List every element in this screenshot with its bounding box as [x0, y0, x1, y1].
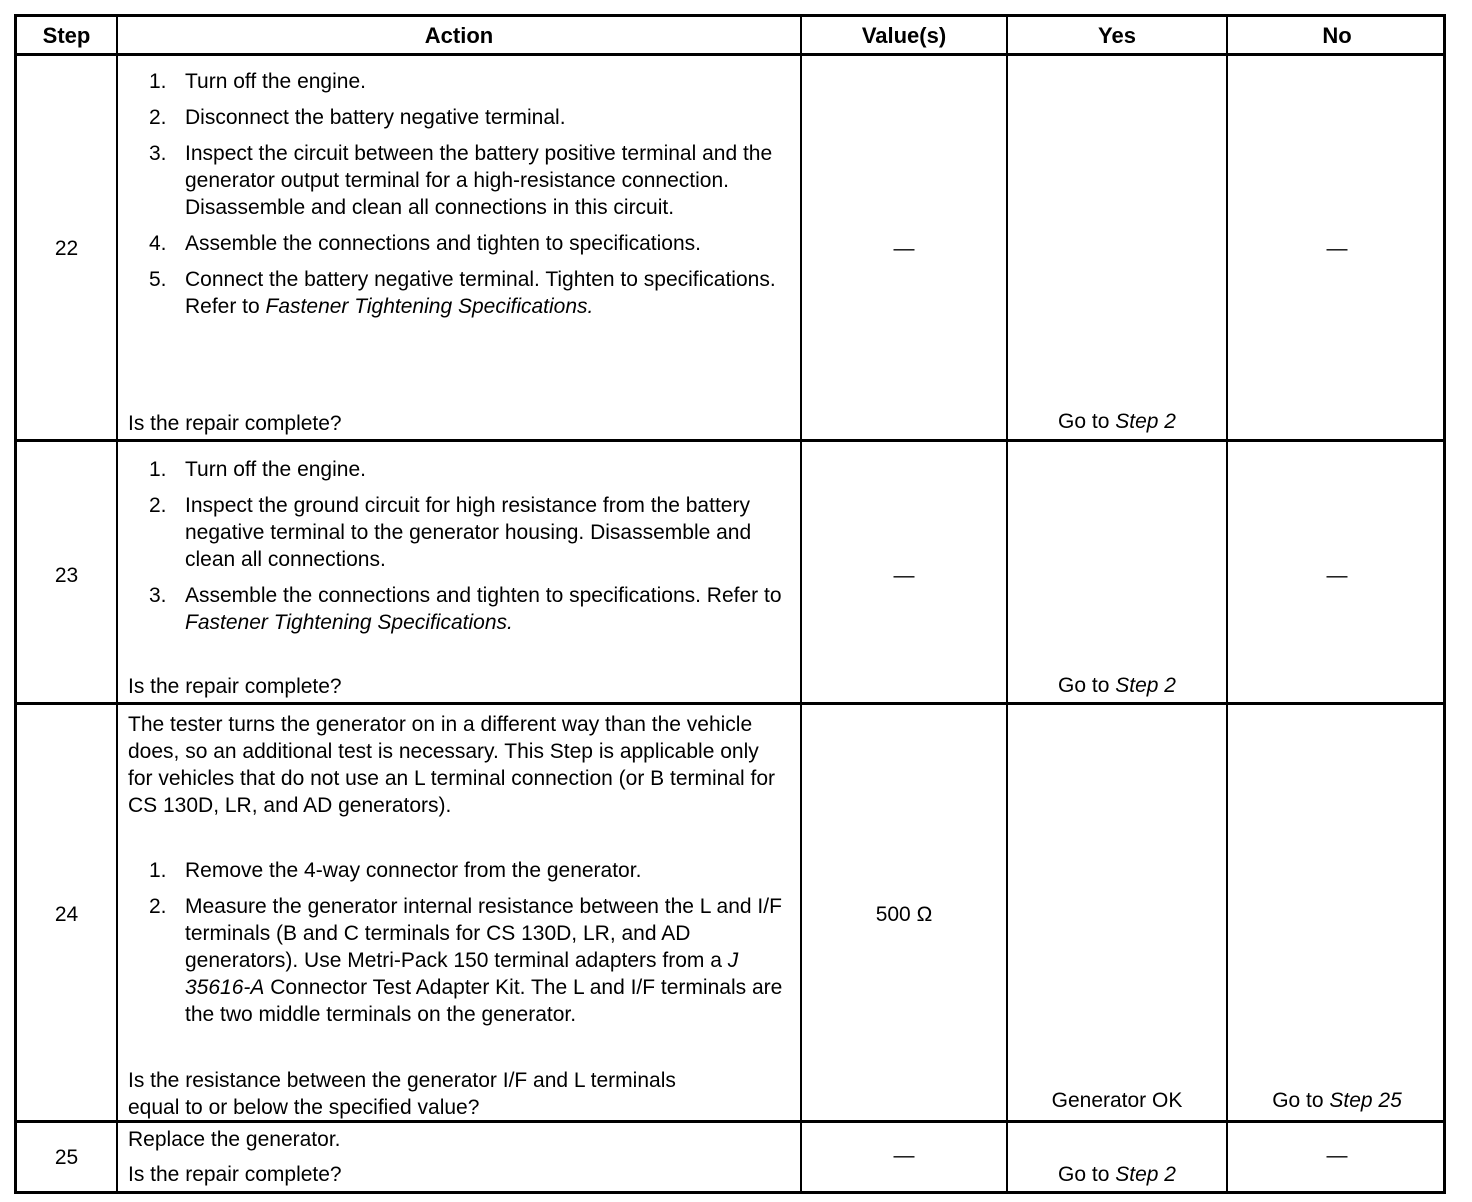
header-yes: Yes	[1098, 23, 1136, 48]
value-cell: 500 Ω	[875, 903, 933, 926]
step-number: 22	[54, 237, 79, 260]
list-item: 5. Connect the battery negative terminal. Tighten to specifications. Refer to Fastener Tightening Specifications.	[149, 268, 776, 318]
header-values: Value(s)	[861, 23, 947, 48]
action-list	[128, 857, 788, 1037]
action-cell	[118, 56, 800, 439]
step-number: 24	[54, 903, 79, 926]
action-cell	[118, 705, 800, 1120]
yes-cell: Go to Step 2	[1058, 410, 1176, 433]
header-step: Step	[42, 23, 91, 48]
yes-cell: Generator OK	[1051, 1089, 1183, 1112]
yes-cell: Go to Step 2	[1058, 1163, 1176, 1186]
list-item: 2. Measure the generator internal resistance between the L and I/F terminals (B and C terminals for CS 130D, LR, and AD generators). Use Metri-Pack 150 terminal adapters from a J 35616-A Connector Test Adapter Kit. The L and I/F terminals are the two middle terminals on the generator.	[149, 895, 783, 1026]
list-item: 2. Disconnect the battery negative terminal.	[149, 106, 566, 129]
list-item: 1. Turn off the engine.	[149, 458, 366, 481]
list-item: 1. Turn off the engine.	[149, 70, 366, 93]
no-cell: Go to Step 25	[1272, 1089, 1402, 1112]
reference-link: Step 25	[1329, 1089, 1402, 1112]
header-no: No	[1322, 23, 1352, 48]
header-action: Action	[424, 23, 494, 48]
no-cell: —	[1326, 1144, 1348, 1167]
intro-text: The tester turns the generator on in a different way than the vehicle does, so an additional test is necessary. This Step is applicable only for vehicles that do not use an L terminal connection (or B terminal for CS 130D, LR, and AD generators).	[128, 713, 776, 817]
no-cell: —	[1326, 564, 1348, 587]
no-cell: —	[1326, 237, 1348, 260]
question-text: Is the repair complete?	[128, 1163, 342, 1186]
column-divider	[1226, 17, 1228, 1191]
yes-cell: Go to Step 2	[1058, 674, 1176, 697]
reference-link: Fastener Tightening Specifications	[265, 295, 588, 318]
action-cell	[118, 1123, 800, 1194]
step-number: 25	[54, 1146, 79, 1169]
action-cell	[118, 442, 800, 702]
question-text: Is the repair complete?	[128, 675, 342, 698]
action-list	[128, 456, 788, 645]
list-item: 1. Remove the 4-way connector from the generator.	[149, 859, 642, 882]
column-divider	[800, 17, 802, 1191]
question-text: Is the repair complete?	[128, 412, 342, 435]
list-item: 3. Inspect the circuit between the battery positive terminal and the generator output terminal for a high-resistance connection. Disassemble and clean all connections in this circuit.	[149, 142, 773, 219]
value-cell: —	[893, 1144, 915, 1167]
step-number: 23	[54, 564, 79, 587]
list-item: 4. Assemble the connections and tighten to specifications.	[149, 232, 701, 255]
diagnostic-table	[14, 14, 1446, 1194]
reference-link: Fastener Tightening Specifications	[185, 611, 507, 634]
value-cell: —	[893, 564, 915, 587]
column-divider	[1006, 17, 1008, 1191]
reference-link: J 35616-A	[185, 949, 739, 999]
value-cell: —	[893, 237, 915, 260]
list-item: 2. Inspect the ground circuit for high resistance from the battery negative terminal to the generator housing. Disassemble and clean all connections.	[149, 494, 752, 571]
list-item: 3. Assemble the connections and tighten to specifications. Refer to Fastener Tightening Specifications.	[149, 584, 782, 634]
action-text: Replace the generator.	[128, 1128, 341, 1151]
action-list	[128, 68, 788, 329]
question-text: Is the resistance between the generator I/F and L terminals equal to or below the specified value?	[128, 1069, 676, 1119]
